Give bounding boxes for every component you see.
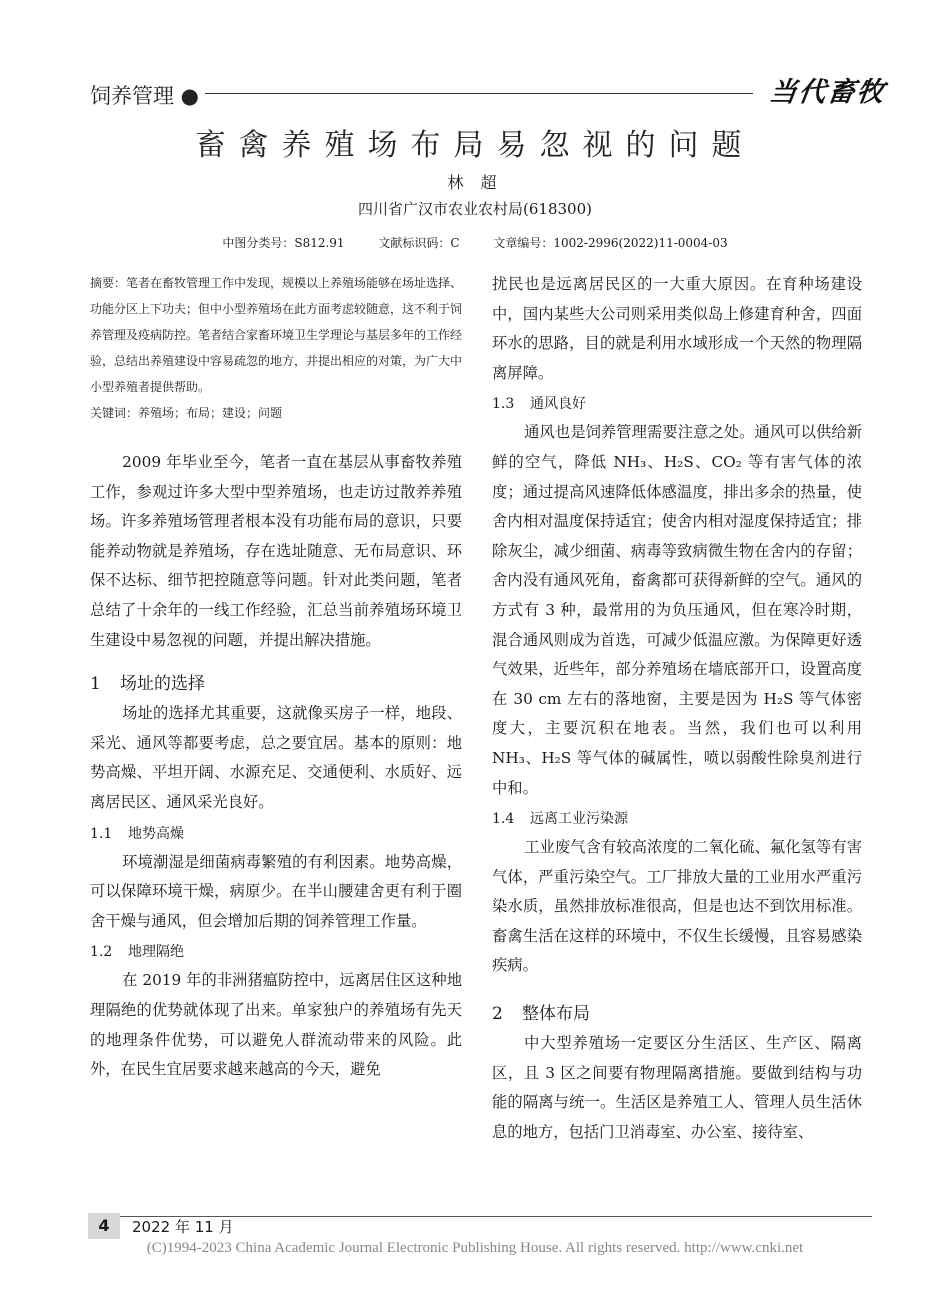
section-label: 饲养管理 ● <box>90 84 199 108</box>
intro-paragraph: 2009 年毕业至今，笔者一直在基层从事畜牧养殖工作，参观过许多大型中型养殖场，也走访过散养养殖场。许多养殖场管理者根本没有功能布局的意识，只要能养动物就是养殖场，存在选址随意、无布局意识、环保不达标、细节把控随意等问题。针对此类问题，笔者总结了十余年的一线工作经验，汇总当前养殖场环境卫生建设中易忽视的问题，并提出解决措施。 <box>90 453 462 649</box>
header-rule <box>205 93 753 94</box>
subsection-number: 1.1 <box>90 825 113 842</box>
subsection-1-1-paragraph: 环境潮湿是细菌病毒繁殖的有利因素。地势高燥，可以保障环境干燥，病原少。在半山腰建舍更有利于圈舍干燥与通风，但会增加后期的饲养管理工作量。 <box>90 852 462 930</box>
article-meta <box>0 234 950 251</box>
copyright-notice: (C)1994-2023 China Academic Journal Electronic Publishing House. All rights reserved. http://www.cnki.net <box>146 1240 804 1256</box>
document-code: 文献标识码：C <box>378 236 460 250</box>
subsection-1-2-paragraph: 在 2019 年的非洲猪瘟防控中，远离居住区这种地理隔绝的优势就体现了出来。单家独户的养殖场有先天的地理条件优势，可以避免人群流动带来的风险。此外，在民生宜居要求越来越高的今天，避免 <box>90 971 462 1079</box>
subsection-title: 远离工业污染源 <box>530 811 628 828</box>
journal-logo: 当代畜牧 <box>767 77 888 108</box>
continued-paragraph: 扰民也是远离居民区的一大重大原因。在育种场建设中，国内某些大公司则采用类似岛上修建育种舍，四面环水的思路，目的就是利用水域形成一个天然的物理隔离屏障。 <box>492 275 862 382</box>
article-title: 畜禽养殖场布局易忽视的问题 <box>195 128 755 163</box>
section-title: 整体布局 <box>522 1004 590 1025</box>
subsection-number: 1.3 <box>492 396 515 413</box>
subsection-number: 1.4 <box>492 811 515 828</box>
subsection-title: 地理隔绝 <box>128 944 184 961</box>
section-title: 场址的选择 <box>120 674 205 695</box>
abstract: 摘要：笔者在畜牧管理工作中发现，规模以上养殖场能够在场址选择、功能分区上下功夫；但中小型养殖场在此方面考虑较随意，这不利于饲养管理及疫病防控。笔者结合家畜环境卫生学理论与基层多年的工作经验，总结出养殖建设中容易疏忽的地方，并提出相应的对策，为广大中小型养殖者提供帮助。 <box>90 276 463 394</box>
section-2-paragraph: 中大型养殖场一定要区分生活区、生产区、隔离区，且 3 区之间要有物理隔离措施。要做到结构与功能的隔离与统一。生活区是养殖工人、管理人员生活休息的地方，包括门卫消毒室、办公室、接待室、 <box>492 1034 862 1141</box>
subsection-title: 地势高燥 <box>128 825 184 842</box>
subsection-title: 通风良好 <box>530 396 586 413</box>
keywords: 关键词：养殖场；布局；建设；问题 <box>90 406 283 420</box>
section-heading-1 <box>90 669 462 699</box>
section-number: 1 <box>90 674 101 695</box>
author: 林 超 <box>447 173 503 192</box>
subsection-heading-1-1 <box>90 820 462 848</box>
page-number: 4 <box>88 1213 120 1239</box>
section-1-paragraph: 场址的选择尤其重要，这就像买房子一样，地段、采光、通风等都要考虑，总之要宜居。基本的原则：地势高燥、平坦开阔、水源充足、交通便利、水质好、远离居民区、通风采光良好。 <box>90 704 462 811</box>
affiliation: 四川省广汉市农业农村局(618300) <box>358 200 592 218</box>
left-column <box>90 270 462 1085</box>
subsection-1-3-paragraph: 通风也是饲养管理需要注意之处。通风可以供给新鲜的空气，降低 NH₃、H₂S、CO₂ 等有害气体的浓度；通过提高风速降低体感温度，排出多余的热量，使舍内相对温度保持适宜；使舍内相对湿度保持适宜；排除灰尘，减少细菌、病毒等致病微生物在舍内的存留；舍内没有通风死角，畜禽都可获得新鲜的空气。通风的方式有 3 种，最常用的为负压通风，但在寒冷时期，混合通风则成为首选，可减少低温应激。为保障更好透气效果，近些年，部分养殖场在墙底部开口，设置高度在 30 cm 左右的落地窗，主要是因为 H₂S 等气体密度大，主要沉积在地表。当然，我们也可以利用 NH₃、H₂S 等气体的碱属性，喷以弱酸性除臭剂进行中和。 <box>492 423 862 797</box>
issue-date: 2022 年 11 月 <box>132 1218 234 1236</box>
subsection-heading-1-2 <box>90 938 462 966</box>
article-number: 文章编号：1002-2996(2022)11-0004-03 <box>493 236 728 250</box>
right-column <box>492 270 862 1147</box>
subsection-1-4-paragraph: 工业废气含有较高浓度的二氧化硫、氟化氢等有害气体，严重污染空气。工厂排放大量的工业用水严重污染水质，虽然排放标准很高，但是也达不到饮用标准。畜禽生活在这样的环境中，不仅生长缓慢，且容易感染疾病。 <box>492 838 862 975</box>
clc-number: 中图分类号：S812.91 <box>222 236 345 250</box>
section-number: 2 <box>492 1004 503 1025</box>
section-heading-2 <box>492 999 862 1029</box>
subsection-heading-1-3 <box>492 390 862 418</box>
subsection-number: 1.2 <box>90 944 113 961</box>
subsection-heading-1-4 <box>492 805 862 833</box>
